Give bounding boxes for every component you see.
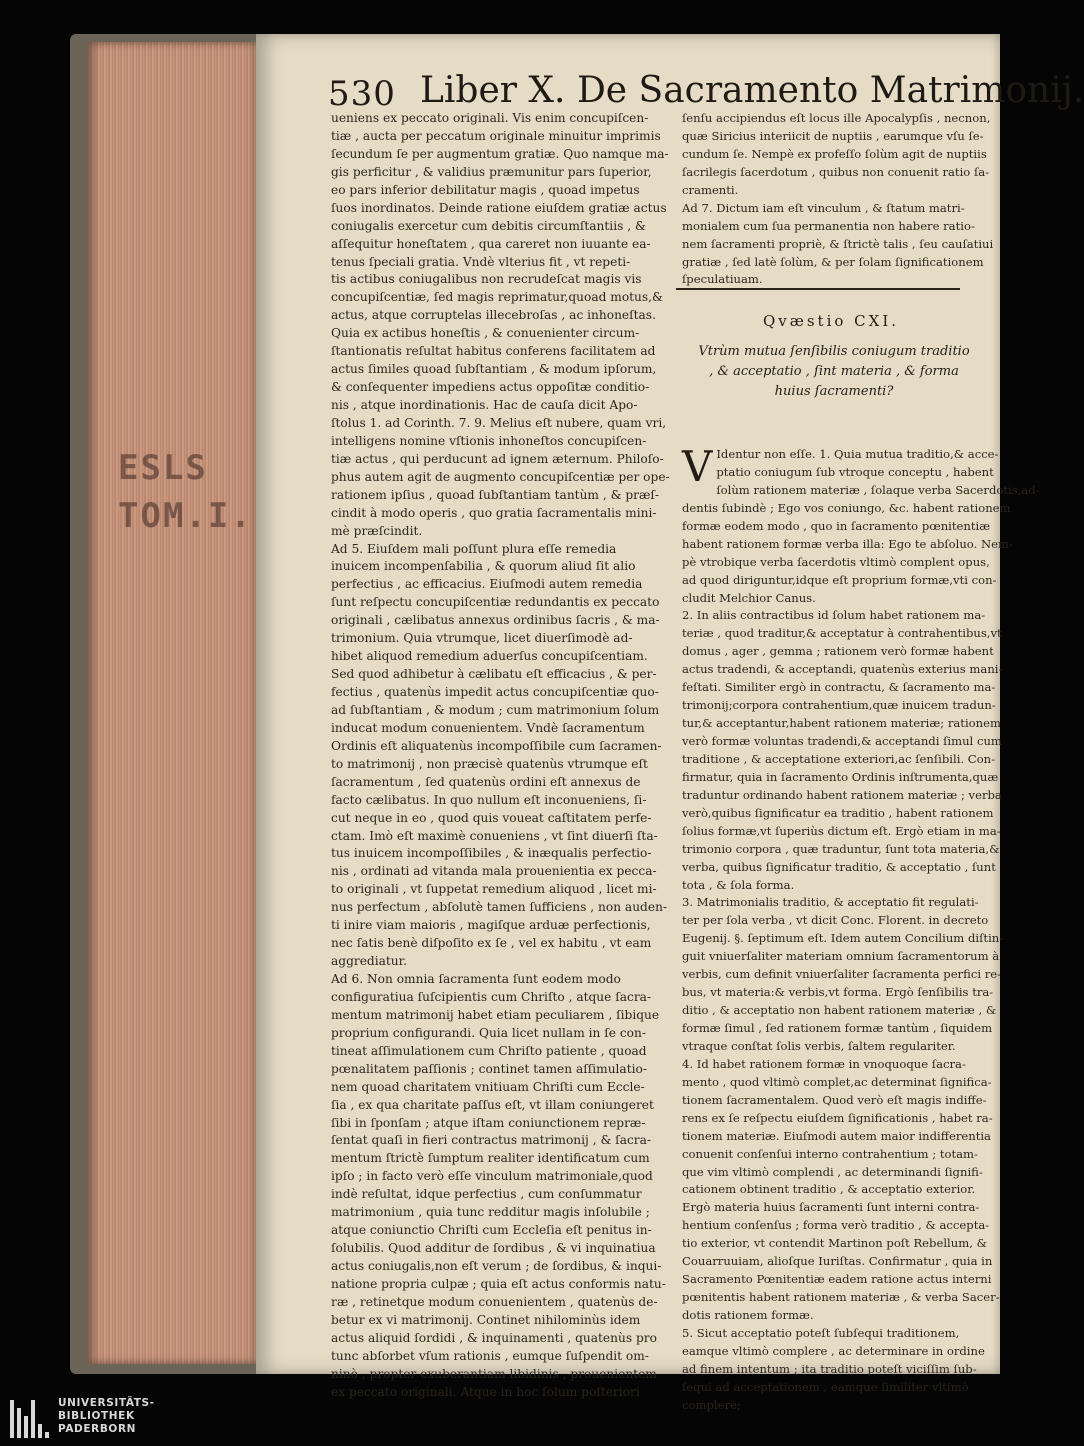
text-line: nus perfectum , abſolutè tamen ſufficiens , non auden- [331,900,668,915]
text-line: ſacramentum , ſed quatenùs ordini eſt annexus de [331,774,641,789]
text-line: aggrediatur. [331,954,407,969]
text-line: tis actibus coniugalibus non recrudeſcat magis vis [331,272,642,287]
library-logo [6,1392,206,1442]
text-line: indè reſultat, idque perfectius , cum conſummatur [331,1187,642,1202]
text-line: tionem ſacramentalem. Quod verò eſt magis indiffe- [682,1092,987,1107]
text-line: concupiſcentiæ, ſed magis reprimatur,quoad motus,& [331,290,663,305]
text-line: verò formæ voluntas tradendi,& acceptandi ſimul cum [682,734,1002,748]
text-line: tio exterior, vt contendit Martinon poſt Rebellum, & [682,1236,987,1251]
text-line: proprium configurandi. Quia licet nullam in ſe con- [331,1025,646,1040]
text-line: 4. Id habet rationem formæ in vnoquoque ſacra- [682,1056,966,1071]
question-title: Qvæstio CXI. [762,312,900,330]
text-line: mentum matrimonij habet etiam peculiarem , ſibique [331,1007,660,1022]
text-line: Ergò materia huius ſacramenti ſunt interni contra- [682,1200,980,1215]
text-line: dentis ſubindè ; Ego vos coniungo, &c. habent rationem [682,500,1011,515]
text-line: guit vniuerſaliter materiam omnium ſacramentorum à [682,949,1000,964]
text-line: pœnitentis habent rationem materiæ , & verba Sacer- [682,1290,1000,1305]
text-line: trimonio corpora , quæ traduntur, ſunt tota materia,& [682,841,1000,856]
text-line: ſenſu accipiendus eſt locus ille Apocalypſis , necnon, [682,111,991,125]
left-column [331,110,670,1402]
text-line: tenus ſpeciali gratia. Vndè vlterius fit , vt repeti- [331,254,631,269]
page-number: 530 [328,74,396,114]
text-line: verba, quibus ſignificatur traditio, & acceptatio , ſunt [682,859,996,874]
text-line: ueniens ex peccato originali. Vis enim concupiſcen- [331,111,649,125]
text-line: perfectius , ac efficacius. Eiuſmodi autem remedia [331,577,643,592]
text-line: bus, vt materia:& verbis,vt forma. Ergò ſenſibilis tra- [682,985,994,1000]
drop-cap: V [682,442,713,491]
text-line: mento , quod vltimò complet,ac determinat ſignifica- [682,1074,992,1089]
spine-stamp [118,444,258,554]
text-line: hibet aliquod remedium aduerſus concupiſcentiam. [331,649,648,664]
section-divider [676,288,960,290]
text-line: que vim vltimò complendi , ac determinandi ſignifi- [682,1164,983,1179]
text-line: ad ſubſtantiam , & modum ; cum matrimonium ſolum [331,702,660,717]
text-line: vtraque conſtat ſolis verbis, ſaltem regulariter. [682,1038,956,1053]
library-logo-line: PADERBORN [58,1423,137,1435]
text-line: Ad 7. Dictum iam eſt vinculum , & ſtatum matri- [682,200,965,215]
text-line: ptatio coniugum ſub vtroque conceptu , habent [716,464,994,479]
text-line: matrimonium , quia tunc redditur magis inſolubile ; [331,1205,650,1220]
text-line: teriæ , quod traditur,& acceptatur à contrahentibus,vt [682,626,1002,641]
text-line: domus , ager , gemma ; rationem verò formæ habent [682,644,994,659]
text-line: ſia , ex qua charitate paſſus eſt, vt illam coniungeret [331,1097,654,1112]
text-line: inducat modum conuenientem. Vndè ſacramentum [331,720,645,735]
text-line: nis , ordinati ad vitanda mala prouenientia ex pecca- [331,864,657,879]
running-title: Liber X. De Sacramento Matrimonij. [420,70,1084,111]
text-line: ſibi in ſponſam ; atque iſtam coniunctionem repræ- [331,1115,646,1130]
text-line: fectius , quatenùs impedit actus concupiſcentiæ quo- [331,685,659,699]
text-line: ræ , retinetque modum conuenientem , quatenùs de- [331,1294,658,1309]
text-line: Sacramento Pœnitentiæ eadem ratione actus interni [682,1272,992,1287]
text-line: nis , atque inordinationis. Hac de cauſa dicit Apo- [331,398,638,412]
text-line: trimonij;corpora contrahentium,quæ inuicem tradun- [682,698,996,713]
text-line: 2. In aliis contractibus id ſolum habet rationem ma- [682,608,986,623]
text-line: Ad 5. Eiuſdem mali poſſunt plura eſſe remedia [331,541,617,556]
text-line: ſtolus 1. ad Corinth. 7. 9. Melius eſt nubere, quam vri, [331,415,667,430]
text-line: cundum ſe. Nempè ex profeſſo ſolùm agit de nuptiis [682,146,987,161]
text-line: intelligens nomine vſtionis inhoneſtos concupiſcen- [331,433,647,448]
text-line: eo pars inferior debilitatur magis , quoad impetus [331,182,640,197]
text-line: trimonium. Quia vtrumque, licet diuerſimodè ad- [331,631,633,646]
text-line: cut neque in eo , quod quis voueat caſtitatem perfe- [331,810,652,825]
text-line: rationem ipſius , quoad ſubſtantiam tantùm , & præſ- [331,487,660,502]
text-line: 5. Sicut acceptatio poteſt ſubſequi traditionem, [682,1325,960,1340]
text-line: cramenti. [682,182,739,197]
text-line: inuicem incompenſabilia , & quorum aliud ſit alio [331,559,636,574]
text-line: actus ſimiles quoad ſubſtantiam , & modum ipſorum, [331,362,657,377]
text-line: mè præſcindit. [331,523,423,538]
library-logo-line: UNIVERSITÄTS- [58,1397,155,1409]
text-line: atque coniunctio Chriſti cum Eccleſia eſt penitus in- [331,1223,652,1238]
text-line: ex peccato originali. Atque in hoc ſolum poſteriori [331,1384,640,1399]
text-line: formæ ſimul , ſed rationem formæ tantùm , ſiquidem [682,1021,993,1035]
text-line: gratiæ , ſed latè ſolùm, & per ſolam ſignificationem [682,254,984,269]
text-line: Sed quod adhibetur à cælibatu eſt efficacius , & per- [331,667,657,682]
text-line: cludit Melchior Canus. [682,590,816,605]
text-line: to matrimonij , non præcisè quatenùs vtrumque eſt [331,756,648,771]
spine-stamp-line: TOM.I. [118,496,253,536]
text-line: mentum ſtrictè ſumptum realiter identificatum cum [331,1151,650,1166]
text-line: ti inire viam maioris , magiſque arduæ perfectionis, [331,918,651,933]
text-line: configuratiua ſuſcipientis cum Chriſto , atque ſacra- [331,989,652,1004]
right-column [682,110,994,289]
text-line: feſtati. Similiter ergò in contractu, & ſacramento ma- [682,680,996,695]
text-line: nem quoad charitatem vnitiuam Chriſti cum Eccle- [331,1079,645,1094]
library-logo-icon [10,1398,50,1438]
text-line: ſolùm rationem materiæ , ſolaque verba Sacerdotis,ad- [716,482,1040,497]
text-line: cationem obtinent traditio , & acceptatio exterior. [682,1182,976,1197]
text-line: pœnalitatem paſſionis ; continet tamen aſſimulatio- [331,1061,647,1076]
text-line: tur,& acceptantur,habent rationem materiæ; rationem [682,716,1001,731]
text-line: & conſequenter impediens actus oppoſitæ conditio- [331,380,650,395]
text-line: dotis rationem formæ. [682,1308,814,1322]
text-line: ipſo ; in facto verò eſſe vinculum matrimoniale,quod [331,1169,653,1184]
text-line: Eugenij. §. ſeptimum eſt. Idem autem Concilium diſtin- [682,931,1004,946]
text-line: nec ſatis benè diſpoſito ex ſe , vel ex habitu , vt eam [331,936,652,951]
text-line: to originali , vt ſuppetat remedium aliquod , licet mi- [331,882,657,897]
text-line: traditione , & acceptatione exteriori,ac ſenſibili. Con- [682,751,996,766]
text-line: 3. Matrimonialis traditio, & acceptatio fit regulati- [682,895,979,910]
spine-stamp-line: ESLS [118,448,208,488]
text-line: Identur non eſſe. 1. Quia mutua traditio,& acce- [716,447,999,461]
text-line: ſentat quaſi in fieri contractus matrimonij , & ſacra- [331,1133,651,1148]
text-line: rens ex ſe reſpectu eiuſdem ſignificationis , habet ra- [682,1110,993,1125]
text-line: tota , & ſola forma. [682,877,795,892]
text-line: Ordinis eſt aliquatenùs incompoſſibile cum ſacramen- [331,738,662,753]
text-line: hentium conſenſus ; forma verò traditio , & accepta- [682,1218,990,1233]
text-line: verò,quibus ſignificatur ea traditio , habent rationem [682,805,994,820]
text-line: ſacrilegis ſacerdotum , quibus non conuenit ratio ſa- [682,164,990,179]
text-line: ſolubilis. Quod additur de ſordibus , & vi inquinatiua [331,1241,656,1256]
text-line: habent rationem formæ verba illa: Ego te abſoluo. Nem- [682,536,1013,551]
text-line: ad finem intentum ; ita traditio poteſt viciſſim ſub- [682,1361,977,1376]
text-line: verbis, cum definit vniuerſaliter ſacramenta perfici re- [682,967,1002,982]
text-line: ſequi ad acceptationem , eamque ſimiliter vltimò [682,1379,969,1394]
text-line: gis perficitur , & validius præmunitur pars ſuperior, [331,164,652,179]
book-page [256,34,1084,1412]
text-line: Ad 6. Non omnia ſacramenta ſunt eodem modo [331,972,621,986]
text-line: natione propria culpæ ; quia eſt actus conformis natu- [331,1276,666,1291]
right-column-top [682,110,994,289]
text-line: actus tradendi, & acceptandi, quatenùs exterius mani- [682,662,1003,677]
text-line: tus inuicem incompoſſibiles , & inæqualis perfectio- [331,846,652,861]
library-logo-text [58,1397,155,1436]
text-line: conuenit conſenſui interno contrahentium ; totam- [682,1146,978,1161]
text-line: actus, atque corruptelas illecebroſas , ac inhoneſtas. [331,308,656,323]
text-line: ſolius formæ,vt ſuperiùs dictum eſt. Ergò etiam in ma- [682,823,1001,838]
text-line: traduntur ordinando habent rationem materiæ ; verba [682,787,1002,802]
text-line: actus aliquid ſordidi , & inquinamenti , quatenùs pro [331,1330,657,1345]
text-line: Couarruuiam, alioſque Iuriſtas. Confirmatur , quia in [682,1254,993,1269]
text-line: actus coniugalis,non eſt verum ; de ſordibus, & inqui- [331,1259,662,1273]
text-line: firmatur, quia in ſacramento Ordinis inſtrumenta,quæ [682,769,999,784]
right-body-text [682,442,1040,1415]
text-line: formæ eodem modo , quo in ſacramento pœnitentiæ [682,518,991,533]
text-line: ſunt reſpectu concupiſcentiæ redundantis ex peccato [331,595,660,610]
text-line: tionem materiæ. Eiuſmodi autem maior indifferentia [682,1128,991,1143]
text-line: Quia ex actibus honeſtis , & conuenienter circum- [331,326,640,341]
page-fore-edge [88,42,260,1364]
library-logo-line: BIBLIOTHEK [58,1410,135,1422]
text-line: tiæ actus , qui perducunt ad ignem æternum. Philoſo- [331,451,664,466]
text-line: originali , cælibatus annexus ordinibus ſacris , & ma- [331,613,660,628]
text-line: coniugalis exercetur cum debitis circumſtantiis , & [331,218,646,233]
text-line: quæ Siricius interiicit de nuptiis , earumque vſu ſe- [682,128,984,143]
text-line: ſpeculatiuam. [682,272,763,287]
text-line: eamque vltimò complere , ac determinare in ordine [682,1343,985,1358]
text-line: ſtantionatis reſultat habitus conferens facilitatem ad [331,344,656,359]
text-line: tiæ , aucta per peccatum originale minuitur imprimis [331,128,661,143]
text-line: complere; [682,1397,741,1412]
text-line: ter per ſola verba , vt dicit Conc. Florent. in decreto [682,913,989,928]
text-line: facto cælibatus. In quo nullum eſt inconueniens, ſi- [331,792,647,807]
text-line: tunc abſorbet vſum rationis , eumque ſuſpendit om- [331,1348,649,1363]
text-line: pè vtrobique verba ſacerdotis vltimò complent opus, [682,554,990,569]
text-line: phus autem agit de augmento concupiſcentiæ per ope- [331,469,670,484]
text-line: ſecundum ſe per augmentum gratiæ. Quo namque ma- [331,146,669,161]
text-line: tineat aſſimulationem cum Chriſto patiente , quoad [331,1043,647,1058]
right-column-body [682,442,1040,1415]
text-line: aſſequitur honeſtatem , qua careret non iuuante ea- [331,236,651,251]
text-line: ctam. Imò eſt maximè conueniens , vt ſint diuerſi ſta- [331,828,658,843]
text-line: ninò , propter exuberantiam libidinis , prouenientem [331,1366,657,1381]
text-line: betur ex vi matrimonij. Continet nihilominùs idem [331,1312,641,1327]
text-line: ditio , & acceptatio non habent rationem materiæ , & [682,1003,997,1018]
question-subtitle: Vtrùm mutua ſenſibilis coniugum traditio , & acceptatio , ſint materia , & forma huius ſacramenti? [698,344,970,399]
text-line: monialem cum ſua permanentia non habere ratio- [682,218,975,233]
text-line: ad quod diriguntur,idque eſt proprium formæ,vti con- [682,572,997,587]
text-line: nem ſacramenti propriè, & ſtrictè talis , ſeu cauſatiui [682,236,994,251]
text-line: cindit à modo operis , quo gratia ſacramentalis mini- [331,505,657,520]
text-line: ſuos inordinatos. Deinde ratione eiuſdem gratiæ actus [331,200,667,215]
